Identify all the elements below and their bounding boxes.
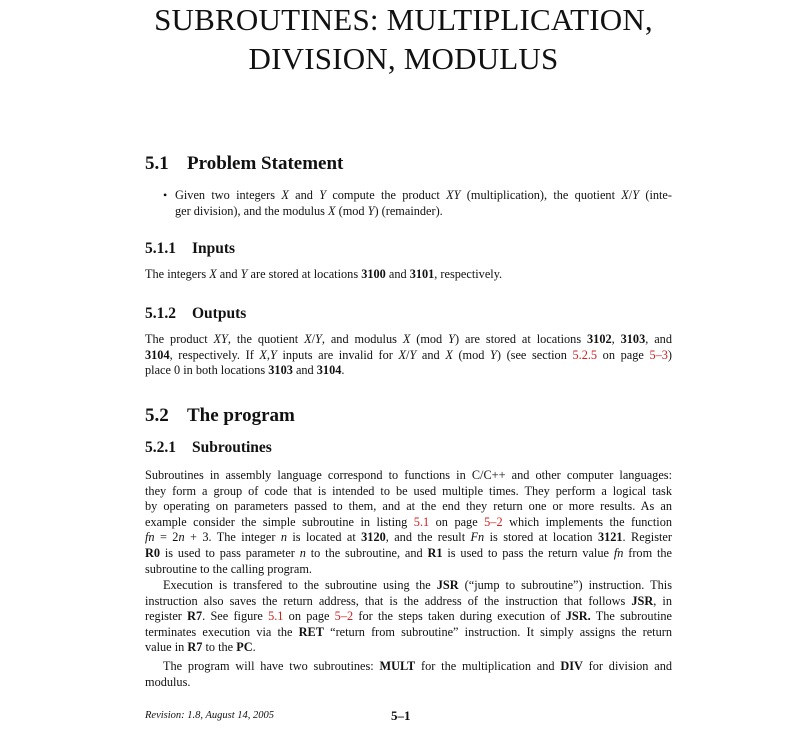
- math-var: Y: [409, 347, 417, 362]
- text-line: 3104, respectively. If X,Y inputs are invalid for X/Y and X (mod Y) (see section 5.2.5 on page 5–3): [145, 347, 673, 362]
- math-var: n: [280, 530, 287, 545]
- math-var: X: [259, 347, 267, 362]
- subsection-title: Inputs: [192, 240, 236, 257]
- bold-term: 3101: [409, 267, 435, 281]
- text-line: register R7. See figure 5.1 on page 5–2 for the steps taken during execution of JSR. The subroutine: [145, 609, 673, 624]
- cross-reference-link[interactable]: 5.1: [413, 514, 430, 529]
- text-line: they form a group of code that is intended to be used multiple times. They perform a logical task: [145, 483, 672, 498]
- cross-reference-link[interactable]: 5–2: [484, 514, 503, 529]
- subsection-title: Outputs: [192, 305, 247, 322]
- math-var: X: [281, 188, 289, 202]
- bold-term: PC: [236, 640, 253, 655]
- subsection-heading-5-2-1: [145, 439, 272, 457]
- bold-term: R7: [187, 609, 203, 624]
- section-title: The program: [187, 405, 295, 426]
- math-var: X: [304, 332, 312, 346]
- bold-term: 3103: [620, 332, 646, 346]
- math-var: Y: [632, 188, 640, 202]
- math-var: Y: [270, 347, 277, 362]
- subsection-number: 5.2.1: [145, 439, 176, 456]
- text-line: place 0 in both locations 3103 and 3104.: [145, 363, 345, 378]
- bold-term: 3104: [316, 363, 342, 378]
- outputs-paragraph: [145, 332, 672, 379]
- math-var: Fn: [470, 530, 485, 545]
- math-var: X: [328, 203, 336, 218]
- bold-term: R1: [427, 545, 443, 560]
- subsection-heading-5-1-1: [145, 240, 235, 258]
- bold-term: 3103: [268, 363, 293, 378]
- bold-term: MULT: [379, 659, 416, 673]
- text-line: Execution is transfered to the subroutine using the JSR (“jump to subroutine”) instruction. This: [163, 578, 672, 592]
- math-var: XY: [446, 188, 461, 202]
- subsection-number: 5.1.2: [145, 305, 176, 322]
- math-var: Y: [490, 347, 497, 362]
- bold-term: R7: [187, 640, 203, 655]
- bold-term: 3121: [597, 530, 623, 545]
- bold-term: 3104: [145, 347, 170, 362]
- chapter-title-line-1: SUBROUTINES: MULTIPLICATION,: [154, 2, 653, 37]
- text-line: value in R7 to the PC.: [145, 640, 256, 655]
- math-var: Y: [367, 203, 375, 218]
- text-line: ger division), and the modulus X (mod Y) (remainder).: [175, 203, 443, 218]
- math-var: Y: [315, 332, 322, 346]
- cross-reference-link[interactable]: 5.1: [268, 609, 284, 624]
- subsection-title: Subroutines: [192, 439, 272, 456]
- subroutines-paragraph-2: [145, 578, 672, 656]
- cross-reference-link[interactable]: 5–2: [334, 609, 354, 624]
- inputs-paragraph: [145, 267, 672, 283]
- text-line: instruction also saves the return address, that is the address of the instruction that follows JSR, in: [145, 593, 672, 608]
- math-var: X: [398, 347, 407, 362]
- text-line: terminates execution via the RET “return from subroutine” instruction. It simply assigns the return: [145, 624, 672, 639]
- section-heading-5-2: [145, 405, 295, 427]
- math-var: X: [209, 267, 217, 281]
- math-var: X: [445, 347, 453, 362]
- bold-term: 3120: [361, 530, 386, 545]
- revision-footer: Revision: 1.8, August 14, 2005: [145, 710, 275, 721]
- math-var: fn: [145, 530, 155, 545]
- bold-term: 3102: [587, 332, 612, 346]
- cross-reference-link[interactable]: 5.2.5: [572, 347, 598, 362]
- subsection-number: 5.1.1: [145, 240, 176, 257]
- problem-bullet: [163, 188, 672, 219]
- text-line: fn = 2n + 3. The integer n is located at 3120, and the result Fn is stored at location 3121. Register: [145, 530, 672, 545]
- subroutines-paragraph-1: [145, 468, 672, 577]
- math-var: Y: [319, 188, 327, 202]
- subsection-heading-5-1-2: [145, 305, 246, 323]
- math-var: Y: [448, 332, 455, 346]
- bullet-icon: •: [163, 188, 168, 202]
- bold-term: 3100: [361, 267, 386, 281]
- section-heading-5-1: [145, 153, 343, 175]
- math-var: XY: [213, 332, 228, 346]
- bold-term: JSR: [631, 593, 654, 608]
- text-line: The program will have two subroutines: MULT for the multiplication and DIV for division and: [163, 659, 672, 673]
- text-line: subroutine to the calling program.: [145, 561, 312, 576]
- math-var: fn: [613, 545, 624, 560]
- math-var: n: [178, 530, 185, 545]
- math-var: X: [402, 332, 411, 346]
- bold-term: RET: [298, 624, 324, 639]
- text-line: R0 is used to pass parameter n to the subroutine, and R1 is used to pass the return value fn from the: [145, 545, 673, 560]
- text-line: by operating on parameters passed to them, and at the end they return one or more results. As an: [145, 499, 672, 514]
- chapter-title-line-2: DIVISION, MODULUS: [248, 41, 559, 76]
- math-var: Y: [240, 267, 248, 281]
- math-var: X: [621, 188, 629, 202]
- text-line: The product XY, the quotient X/Y, and modulus X (mod Y) are stored at locations 3102, 3103, and: [145, 332, 672, 346]
- text-line: modulus.: [145, 674, 191, 689]
- math-var: n: [299, 545, 306, 560]
- text-line: The integers X and Y are stored at locations 3100 and 3101, respectively.: [145, 267, 503, 281]
- bold-term: DIV: [560, 659, 583, 673]
- bold-term: R0: [145, 545, 161, 560]
- chapter-title: [0, 0, 807, 78]
- bold-term: JSR.: [565, 609, 591, 624]
- section-title: Problem Statement: [187, 153, 344, 174]
- section-number: 5.1: [145, 153, 169, 174]
- bold-term: JSR: [436, 578, 459, 592]
- page-number: 5–1: [391, 708, 411, 723]
- text-line: Subroutines in assembly language correspond to functions in C/C++ and other computer languages:: [145, 468, 672, 482]
- section-number: 5.2: [145, 405, 169, 426]
- cross-reference-link[interactable]: 5–3: [649, 347, 668, 362]
- bullet-text: [175, 188, 672, 219]
- text-line: example consider the simple subroutine in listing 5.1 on page 5–2 which implements the function: [145, 514, 673, 529]
- text-line: Given two integers X and Y compute the product XY (multiplication), the quotient X/Y (inte-: [175, 188, 672, 202]
- subroutines-paragraph-3: [145, 659, 672, 690]
